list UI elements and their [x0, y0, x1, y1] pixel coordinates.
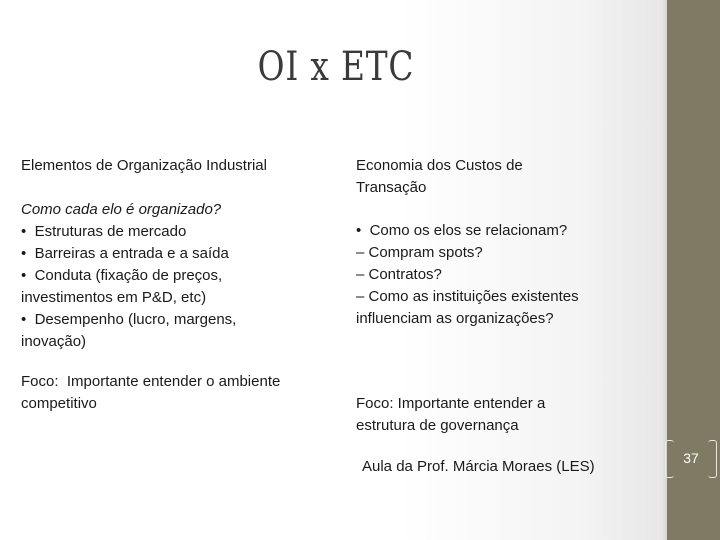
right-subitem: – Como as instituições existentes: [356, 288, 579, 305]
right-focus-text-cont: estrutura de governança: [356, 417, 519, 434]
left-column: [21, 155, 321, 177]
right-subitem-continuation: influenciam as organizações?: [356, 310, 554, 327]
page-number: 37: [683, 450, 699, 466]
page-number-badge: [665, 440, 717, 480]
left-focus: [21, 371, 321, 415]
right-subitem: – Compram spots?: [356, 244, 483, 261]
left-question: Como cada elo é organizado?: [21, 201, 222, 218]
left-bullet: • Estruturas de mercado: [21, 223, 187, 240]
right-heading: Economia dos Custos de: [356, 157, 523, 174]
right-bullet: • Como os elos se relacionam?: [356, 222, 568, 239]
right-heading-cont: Transação: [356, 179, 427, 196]
left-bullet: • Barreiras a entrada e a saída: [21, 245, 229, 262]
left-list: [21, 199, 321, 353]
right-column: [356, 155, 646, 199]
left-bullet: • Conduta (fixação de preços,: [21, 267, 223, 284]
right-focus-text: Importante entender a: [393, 395, 546, 412]
right-focus-label: Foco:: [356, 395, 394, 412]
left-bullet-continuation: inovação): [21, 333, 87, 350]
left-bullet: • Desempenho (lucro, margens,: [21, 311, 237, 328]
right-list: [356, 220, 646, 330]
left-focus-label: Foco:: [21, 373, 59, 390]
left-heading: Elementos de Organização Industrial: [21, 157, 267, 174]
right-subitem: – Contratos?: [356, 266, 442, 283]
right-focus: [356, 393, 646, 437]
slide-title: OI x ETC: [257, 44, 415, 90]
left-focus-text-cont: competitivo: [21, 395, 97, 412]
left-focus-text: Importante entender o ambiente: [58, 373, 281, 390]
slide-footer: Aula da Prof. Márcia Moraes (LES): [362, 458, 595, 475]
left-bullet-continuation: investimentos em P&D, etc): [21, 289, 207, 306]
